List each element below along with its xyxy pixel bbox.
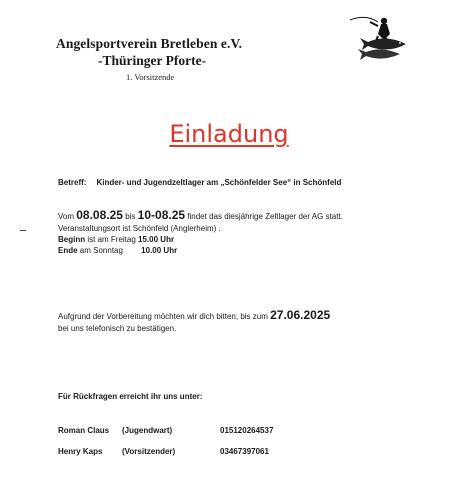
letterhead <box>56 36 242 82</box>
angler-with-fish-logo-icon <box>348 12 410 66</box>
subject-line <box>58 178 341 187</box>
venue-line: Veranstaltungsort ist Schönfeld (Anglerheim) . <box>58 224 221 233</box>
end-line <box>58 245 343 256</box>
end-time: 10.00 Uhr <box>141 246 178 255</box>
request-text: Aufgrund der Vorbereitung möchten wir dich bitten, bis zum <box>58 312 268 321</box>
from-word: Vom <box>58 212 75 221</box>
to-word: bis <box>125 212 136 221</box>
contact-role: (Jugendwart) <box>122 426 173 435</box>
date-to: 10-08.25 <box>137 208 186 222</box>
event-date-line <box>58 210 343 222</box>
contact-name: Roman Claus <box>58 426 110 435</box>
date-from: 08.08.25 <box>76 208 123 222</box>
contact-role: (Vorsitzender) <box>122 447 176 456</box>
contact-name: Henry Kaps <box>58 447 103 456</box>
subject-text: Kinder- und Jugendzeltlager am „Schönfelder See“ in Schönfeld <box>96 178 342 187</box>
request-line-2: bei uns telefonisch zu bestätigen. <box>58 324 177 333</box>
contact-phone: 015120264537 <box>220 426 274 435</box>
page-title: Einladung <box>169 120 289 148</box>
end-label: Ende <box>58 246 78 255</box>
begin-time: 15.00 Uhr <box>138 235 175 244</box>
date-sentence-rest: findet das diesjährige Zeltlager der AG statt. <box>187 212 343 221</box>
org-subtitle: -Thüringer Pforte- <box>98 53 207 68</box>
event-details <box>58 210 343 256</box>
org-role: 1. Vorsitzende <box>126 72 175 82</box>
margin-mark <box>20 230 26 231</box>
org-name: Angelsportverein Bretleben e.V. <box>56 36 243 51</box>
contact-phone: 03467397061 <box>220 447 269 456</box>
confirmation-request <box>58 309 330 335</box>
begin-label: Beginn <box>58 235 86 244</box>
subject-label: Betreff: <box>58 178 87 187</box>
contacts-heading: Für Rückfragen erreicht ihr uns unter: <box>58 392 203 401</box>
begin-line <box>58 234 343 245</box>
end-text: am Sonntag <box>79 246 123 255</box>
begin-text: ist am Freitag <box>87 235 136 244</box>
request-line-1 <box>58 309 330 323</box>
request-deadline: 27.06.2025 <box>270 308 331 322</box>
